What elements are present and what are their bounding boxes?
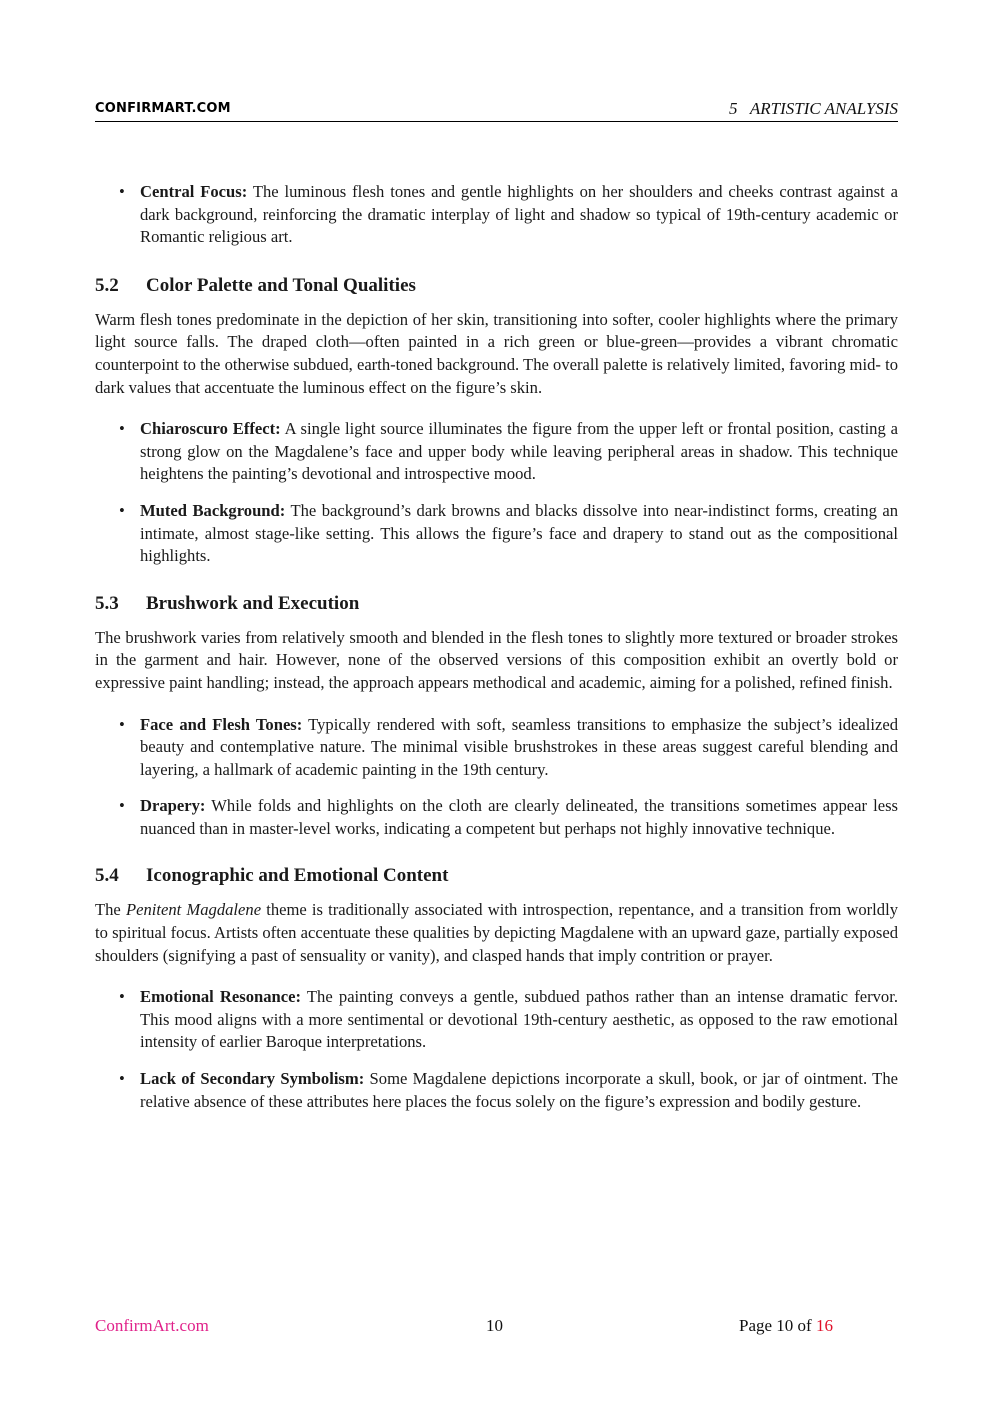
list-item bbox=[95, 418, 898, 486]
section-title: Brushwork and Execution bbox=[146, 592, 360, 614]
section-title: Color Palette and Tonal Qualities bbox=[146, 274, 416, 296]
artwork-title: Penitent Magdalene bbox=[125, 900, 262, 920]
list-item-term: Face and Flesh Tones: bbox=[140, 714, 303, 734]
list-item-term: Emotional Resonance: bbox=[140, 987, 302, 1007]
list-item bbox=[95, 181, 898, 249]
list-item-term: Central Focus: bbox=[140, 182, 248, 201]
list-item bbox=[95, 714, 898, 782]
page-header bbox=[95, 99, 898, 122]
section-list bbox=[95, 714, 898, 841]
section-paragraph: The brushwork varies from relatively smooth and blended in the flesh tones to slightly more textured or broader strokes in the garment and hair. However, none of the observed versions of this composition exhibit an overtly bold or expressive paint handling; instead, the approach appears methodical and academic, aiming for a polished, refined finish. bbox=[95, 627, 898, 692]
footer-page-of bbox=[739, 1316, 833, 1336]
section-heading bbox=[95, 274, 898, 298]
section-paragraph bbox=[95, 899, 898, 967]
list-item-term: Muted Background: bbox=[140, 500, 286, 520]
paragraph-body: theme is traditionally associated with introspection, repentance, and a transition from worldly to spiritual focus. Artists often accentuate these qualities by depicting Magdalene with an upward gaze, partially exposed shoulders (signifying a past of sensuality or vanity), and clasped hands that imply contrition or prayer. bbox=[95, 900, 899, 965]
list-item bbox=[95, 986, 898, 1054]
list-item-text: Typically rendered with soft, seamless transitions to emphasize the subject’s idealized beauty and contemplative nature. The minimal visible brushstrokes in these areas suggest careful blending and layering, a hallmark of academic painting in the 19th century. bbox=[140, 714, 898, 779]
paragraph-prefix: The bbox=[95, 900, 126, 920]
list-item bbox=[95, 795, 898, 840]
section-title: Iconographic and Emotional Content bbox=[146, 865, 449, 887]
list-item-text: While folds and highlights on the cloth are clearly delineated, the transitions sometimes appear less nuanced than in master-level works, indicating a competent but perhaps not highly innovative technique. bbox=[140, 796, 898, 838]
footer-page-number: 10 bbox=[486, 1316, 503, 1335]
footer-site-link[interactable]: ConfirmArt.com bbox=[95, 1316, 209, 1335]
list-item-term: Drapery: bbox=[140, 796, 206, 816]
section-list bbox=[95, 418, 898, 568]
section-heading bbox=[95, 592, 898, 616]
site-logo: CONFIRMART.COM bbox=[95, 101, 231, 116]
list-item-term: Chiaroscuro Effect: bbox=[140, 419, 281, 439]
list-item-text: A single light source illuminates the figure from the upper left or frontal position, casting a strong glow on the Magdalene’s face and upper body while leaving peripheral areas in shadow. This technique heightens the painting’s devotional and introspective mood. bbox=[140, 419, 899, 484]
section-list bbox=[95, 986, 898, 1113]
section-heading bbox=[95, 864, 898, 888]
section-number: 5.4 bbox=[95, 865, 119, 887]
section-number: 5.3 bbox=[95, 592, 119, 614]
page-total-link[interactable]: 16 bbox=[815, 1316, 833, 1335]
list-item bbox=[95, 1068, 898, 1113]
section-number: 5.2 bbox=[95, 274, 119, 296]
list-item-text: The background’s dark browns and blacks dissolve into near-indistinct forms, creating an intimate, almost stage-like setting. This allows the figure’s face and drapery to stand out as the compositional highlights. bbox=[140, 500, 898, 566]
list-item bbox=[95, 500, 898, 568]
section-paragraph: Warm flesh tones predominate in the depiction of her skin, transitioning into softer, cooler highlights where the primary light source falls. The draped cloth—often painted in a rich green or blue-green—provides a vibrant chromatic counterpoint to the otherwise subdued, earth-toned background. The overall palette is relatively limited, favoring mid- to dark values that accentuate the luminous effect on the figure’s skin. bbox=[95, 309, 898, 397]
intro-list bbox=[95, 181, 898, 249]
main-content bbox=[95, 181, 898, 1113]
list-item-term: Lack of Secondary Symbolism: bbox=[140, 1069, 365, 1089]
page-footer bbox=[95, 1316, 898, 1338]
list-item-text: The luminous flesh tones and gentle highlights on her shoulders and cheeks contrast against a dark background, reinforcing the dramatic interplay of light and shadow so typical of 19th-century academic or Romantic religious art. bbox=[140, 182, 898, 247]
page-of-prefix: Page 10 of bbox=[739, 1316, 816, 1335]
running-title: 5 ARTISTIC ANALYSIS bbox=[728, 99, 898, 118]
list-item-text: The painting conveys a gentle, subdued pathos rather than an intense dramatic fervor. This mood aligns with a more sentimental or devotional 19th-century aesthetic, as opposed to the raw emotional intensity of earlier Baroque interpretations. bbox=[140, 987, 898, 1052]
list-item-text: Some Magdalene depictions incorporate a skull, book, or jar of ointment. The relative absence of these attributes here places the focus solely on the figure’s expression and bodily gesture. bbox=[140, 1069, 898, 1111]
